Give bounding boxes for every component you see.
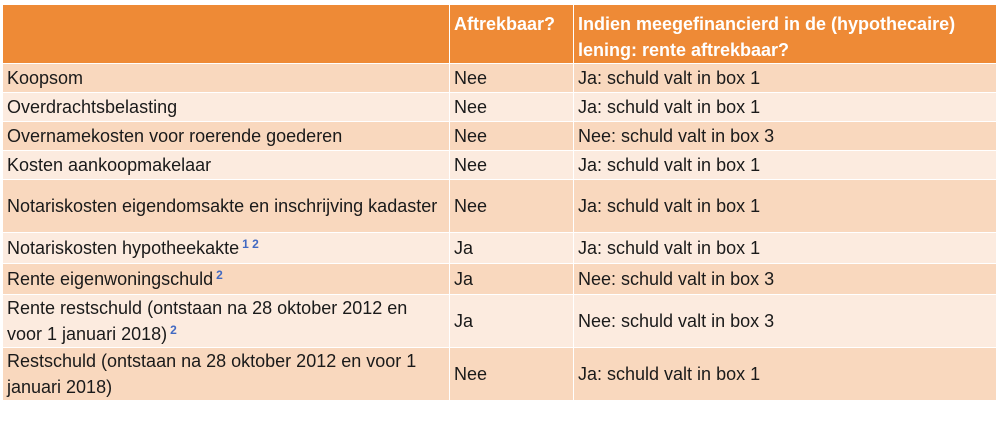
- header-cell-rente: Indien meegefinancierd in de (hypothecaire) lening: rente aftrekbaar?: [574, 5, 997, 64]
- table-row: [3, 180, 997, 233]
- table-row: [3, 264, 997, 295]
- cell-aftrekbaar: Ja: [450, 264, 574, 295]
- cell-rente: Ja: schuld valt in box 1: [574, 233, 997, 264]
- item-label: Restschuld (ontstaan na 28 oktober 2012 en voor 1 januari 2018): [7, 351, 417, 397]
- table-row: [3, 122, 997, 151]
- cell-aftrekbaar: Nee: [450, 64, 574, 93]
- cell-rente: Nee: schuld valt in box 3: [574, 264, 997, 295]
- cell-item: [3, 348, 450, 401]
- aftrek-table: [2, 4, 997, 401]
- cell-rente: Ja: schuld valt in box 1: [574, 348, 997, 401]
- cell-item: [3, 151, 450, 180]
- table-row: [3, 93, 997, 122]
- cell-rente: Ja: schuld valt in box 1: [574, 64, 997, 93]
- cell-item: [3, 233, 450, 264]
- cell-aftrekbaar: Ja: [450, 233, 574, 264]
- item-label: Kosten aankoopmakelaar: [7, 155, 212, 175]
- cell-aftrekbaar: Ja: [450, 295, 574, 348]
- item-label: Notariskosten eigendomsakte en inschrijving kadaster: [7, 196, 438, 216]
- cell-item: [3, 180, 450, 233]
- item-label: Notariskosten hypotheekakte: [7, 238, 240, 258]
- header-cell-item: [3, 5, 450, 64]
- table-row: [3, 348, 997, 401]
- cell-aftrekbaar: Nee: [450, 151, 574, 180]
- item-label: Rente restschuld (ontstaan na 28 oktober 2012 en voor 1 januari 2018): [7, 298, 408, 344]
- table-row: [3, 295, 997, 348]
- footnote-ref[interactable]: 2: [216, 268, 223, 282]
- item-label: Rente eigenwoningschuld: [7, 269, 214, 289]
- cell-aftrekbaar: Nee: [450, 180, 574, 233]
- header-cell-aftrekbaar: Aftrekbaar?: [450, 5, 574, 64]
- cell-item: [3, 93, 450, 122]
- cell-rente: Ja: schuld valt in box 1: [574, 93, 997, 122]
- cell-rente: Ja: schuld valt in box 1: [574, 151, 997, 180]
- header-row: [3, 5, 997, 64]
- cell-item: [3, 122, 450, 151]
- table-row: [3, 233, 997, 264]
- table-row: [3, 151, 997, 180]
- item-label: Koopsom: [7, 68, 84, 88]
- cell-item: [3, 64, 450, 93]
- item-label: Overnamekosten voor roerende goederen: [7, 126, 343, 146]
- cell-item: [3, 295, 450, 348]
- cell-item: [3, 264, 450, 295]
- cell-aftrekbaar: Nee: [450, 93, 574, 122]
- cell-aftrekbaar: Nee: [450, 348, 574, 401]
- cell-rente: Nee: schuld valt in box 3: [574, 295, 997, 348]
- table-row: [3, 64, 997, 93]
- footnote-ref[interactable]: 1 2: [242, 237, 259, 251]
- cell-aftrekbaar: Nee: [450, 122, 574, 151]
- cell-rente: Ja: schuld valt in box 1: [574, 180, 997, 233]
- cell-rente: Nee: schuld valt in box 3: [574, 122, 997, 151]
- footnote-ref[interactable]: 2: [170, 323, 177, 337]
- item-label: Overdrachtsbelasting: [7, 97, 178, 117]
